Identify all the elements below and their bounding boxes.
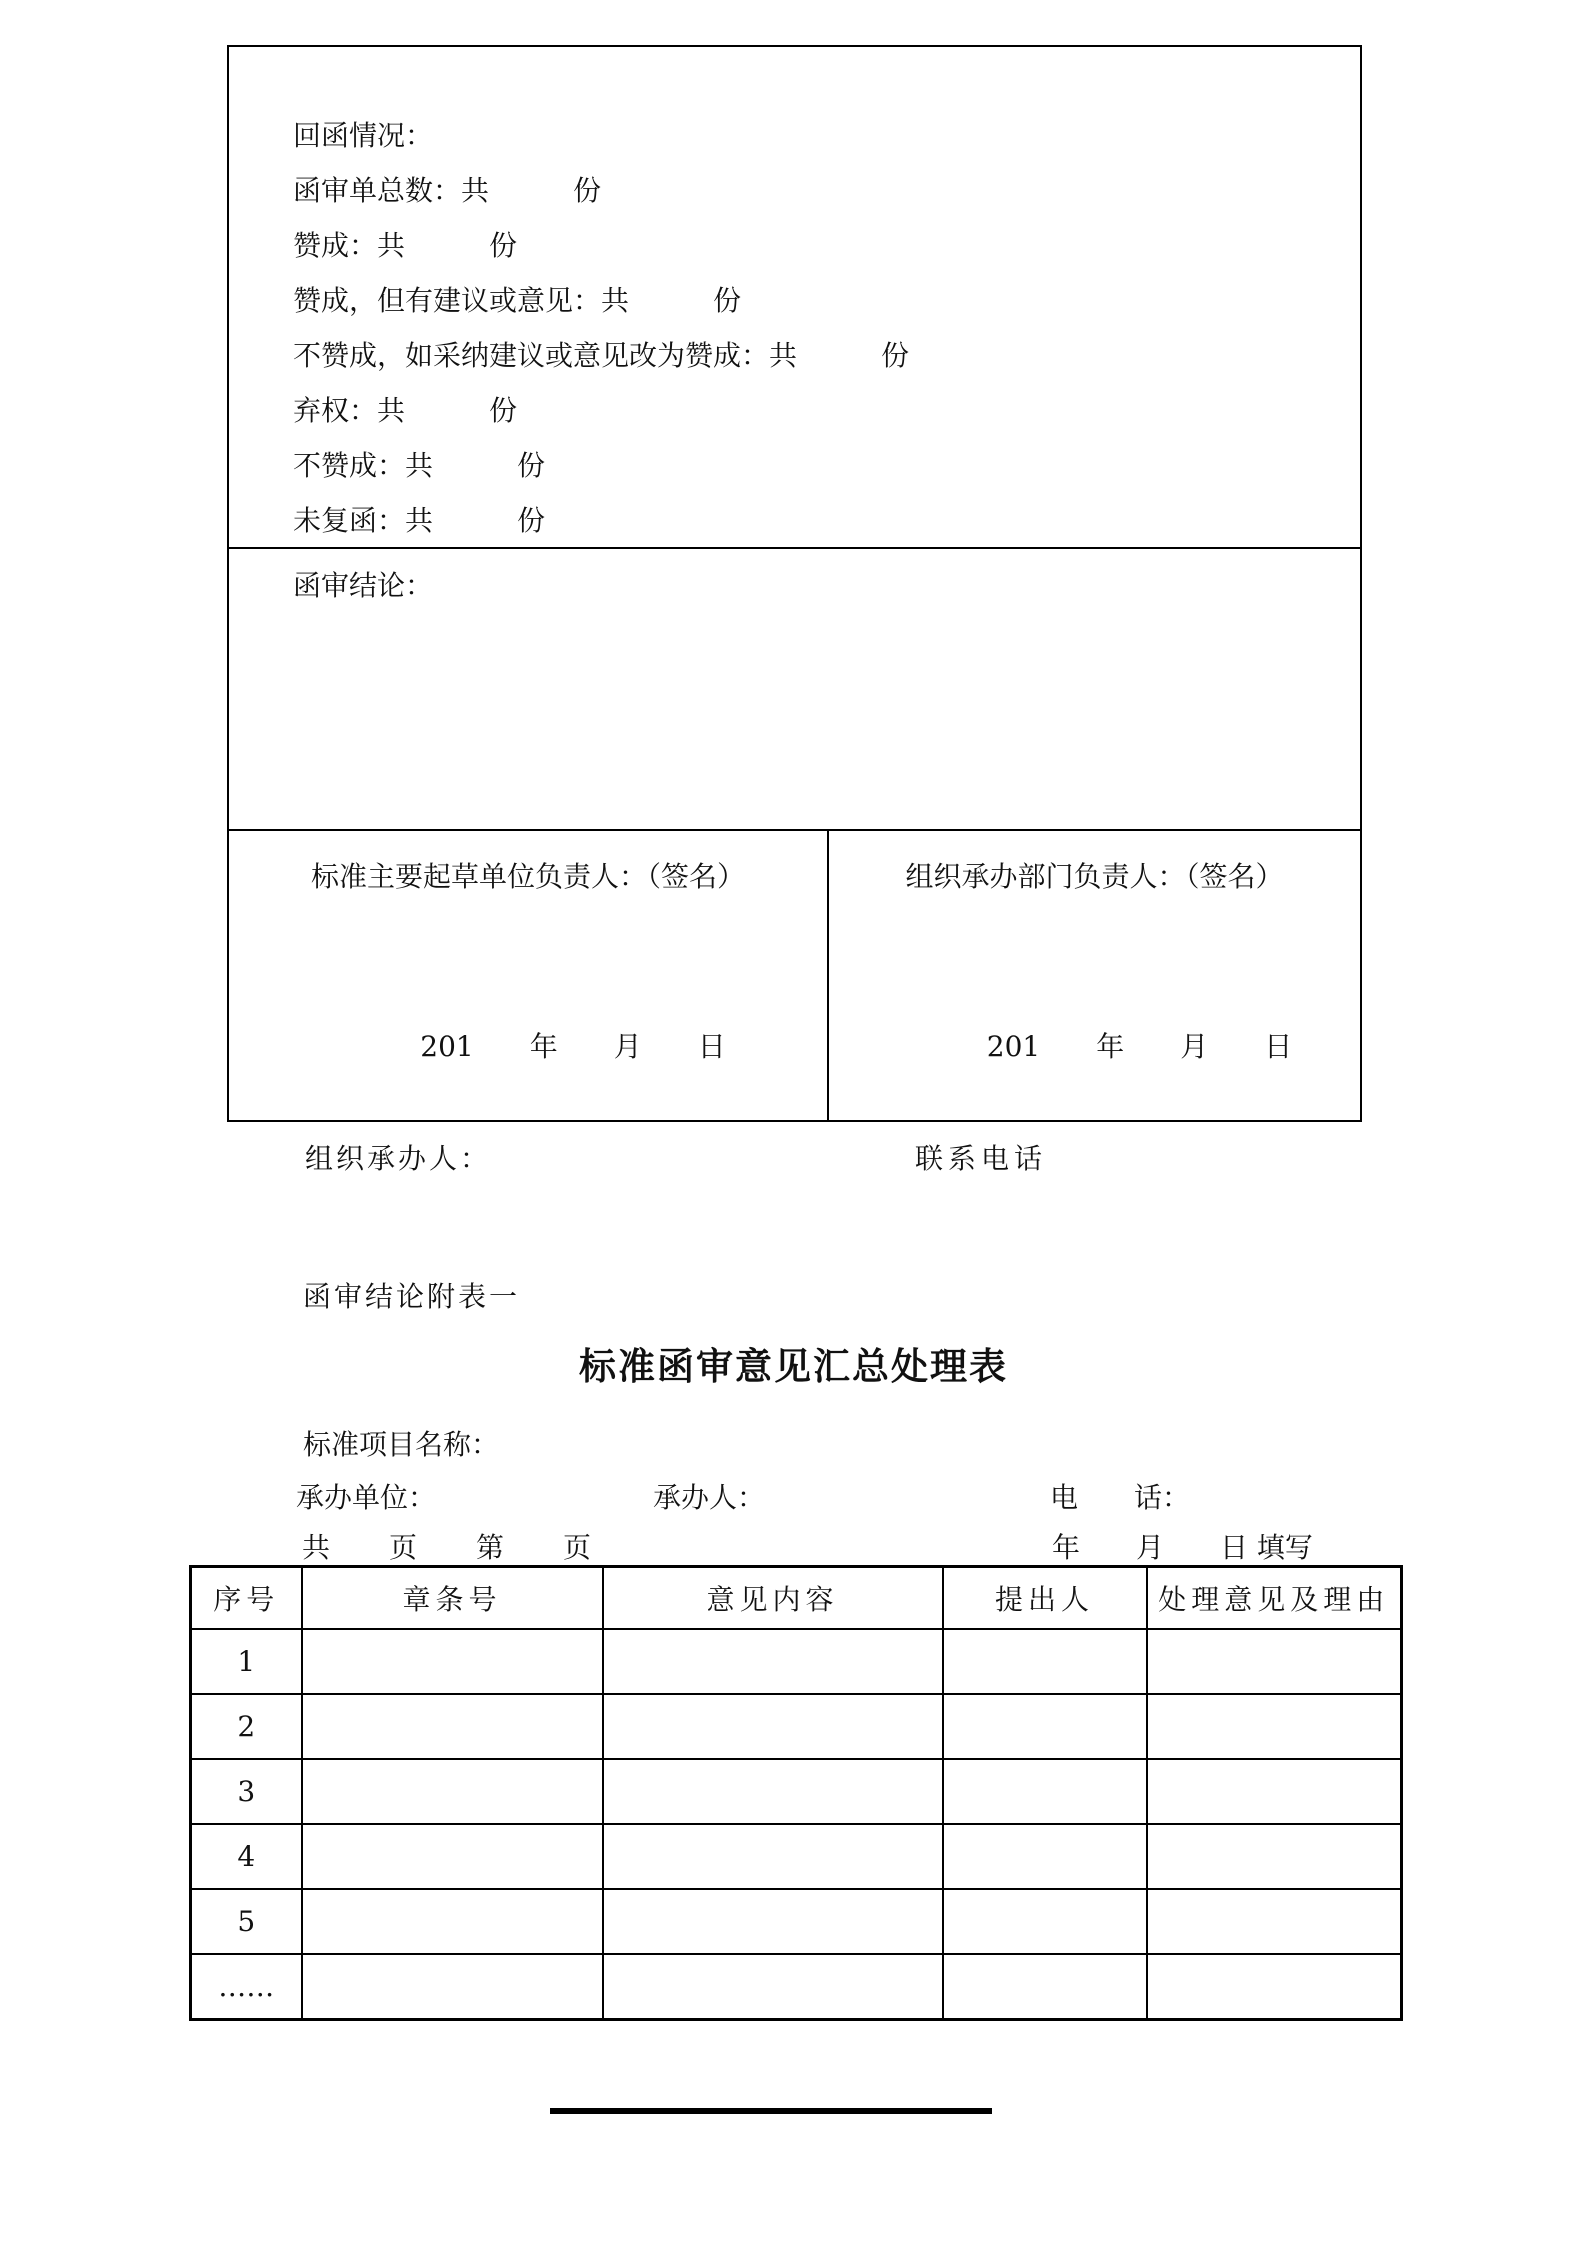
empty-cell [943, 1694, 1147, 1759]
drafting-unit-signature-date: 201 年 月 日 [420, 1030, 726, 1063]
empty-cell [302, 1824, 603, 1889]
approve-line: 赞成：共 份 [293, 229, 518, 262]
table-row [191, 1759, 1402, 1824]
organizing-dept-signature-cell [827, 831, 1360, 1120]
empty-cell [302, 1759, 603, 1824]
row-serial-no: 2 [191, 1694, 302, 1759]
empty-cell [302, 1954, 603, 2020]
organizing-dept-signature-label: 组织承办部门负责人：（签名） [905, 860, 1284, 893]
no-reply-line: 未复函：共 份 [293, 504, 546, 537]
appendix-title: 标准函审意见汇总处理表 [579, 1345, 1008, 1388]
table-row [191, 1694, 1402, 1759]
table-row [191, 1954, 1402, 2020]
table-header-row [191, 1567, 1402, 1630]
table-row [191, 1824, 1402, 1889]
reply-status-section [229, 47, 1360, 547]
signature-row [229, 829, 1360, 1120]
empty-cell [1147, 1824, 1402, 1889]
page-count-label: 共 页 第 页 [302, 1531, 593, 1564]
empty-cell [943, 1824, 1147, 1889]
empty-cell [603, 1629, 943, 1694]
row-serial-no: 3 [191, 1759, 302, 1824]
organizer-label: 组织承办人： [305, 1142, 492, 1175]
row-serial-no: 4 [191, 1824, 302, 1889]
row-serial-no: 1 [191, 1629, 302, 1694]
review-conclusion-section [229, 547, 1360, 829]
comments-summary-table [189, 1565, 1403, 2021]
closing-rule [550, 2108, 992, 2114]
col-header-clause-no: 章条号 [302, 1567, 603, 1630]
row-serial-no: 5 [191, 1889, 302, 1954]
empty-cell [603, 1824, 943, 1889]
contact-phone-label: 联系电话 [915, 1142, 1048, 1175]
abstain-line: 弃权：共 份 [293, 394, 518, 427]
col-header-disposition: 处理意见及理由 [1147, 1567, 1402, 1630]
handling-unit-label: 承办单位： [296, 1481, 437, 1514]
col-header-proposer: 提出人 [943, 1567, 1147, 1630]
table-row [191, 1629, 1402, 1694]
empty-cell [302, 1889, 603, 1954]
appendix-ref-label: 函审结论附表一 [303, 1280, 521, 1313]
drafting-unit-signature-label: 标准主要起草单位负责人：（签名） [310, 860, 745, 893]
empty-cell [1147, 1629, 1402, 1694]
reply-status-heading: 回函情况： [293, 119, 434, 152]
telephone-label: 电 话： [1050, 1481, 1191, 1514]
fill-date-label: 年 月 日 填写 [1052, 1531, 1313, 1564]
empty-cell [302, 1629, 603, 1694]
empty-cell [603, 1694, 943, 1759]
empty-cell [943, 1629, 1147, 1694]
project-name-label: 标准项目名称： [303, 1428, 500, 1461]
letter-review-box [227, 45, 1362, 1122]
approve-with-comments-line: 赞成，但有建议或意见：共 份 [293, 284, 742, 317]
handler-label: 承办人： [653, 1481, 766, 1514]
empty-cell [603, 1759, 943, 1824]
empty-cell [1147, 1759, 1402, 1824]
empty-cell [1147, 1954, 1402, 2020]
total-ballots-line: 函审单总数：共 份 [293, 174, 602, 207]
empty-cell [603, 1954, 943, 2020]
empty-cell [943, 1759, 1147, 1824]
row-serial-no: …… [191, 1954, 302, 2020]
disapprove-convertible-line: 不赞成，如采纳建议或意见改为赞成：共 份 [293, 339, 910, 372]
drafting-unit-signature-cell [229, 831, 827, 1120]
organizing-dept-signature-date: 201 年 月 日 [986, 1030, 1293, 1063]
empty-cell [1147, 1889, 1402, 1954]
empty-cell [943, 1889, 1147, 1954]
table-row [191, 1889, 1402, 1954]
empty-cell [603, 1889, 943, 1954]
review-conclusion-label: 函审结论： [293, 569, 434, 602]
empty-cell [302, 1694, 603, 1759]
empty-cell [1147, 1694, 1402, 1759]
col-header-comment-content: 意见内容 [603, 1567, 943, 1630]
col-header-serial-no: 序号 [191, 1567, 302, 1630]
disapprove-line: 不赞成：共 份 [293, 449, 546, 482]
empty-cell [943, 1954, 1147, 2020]
